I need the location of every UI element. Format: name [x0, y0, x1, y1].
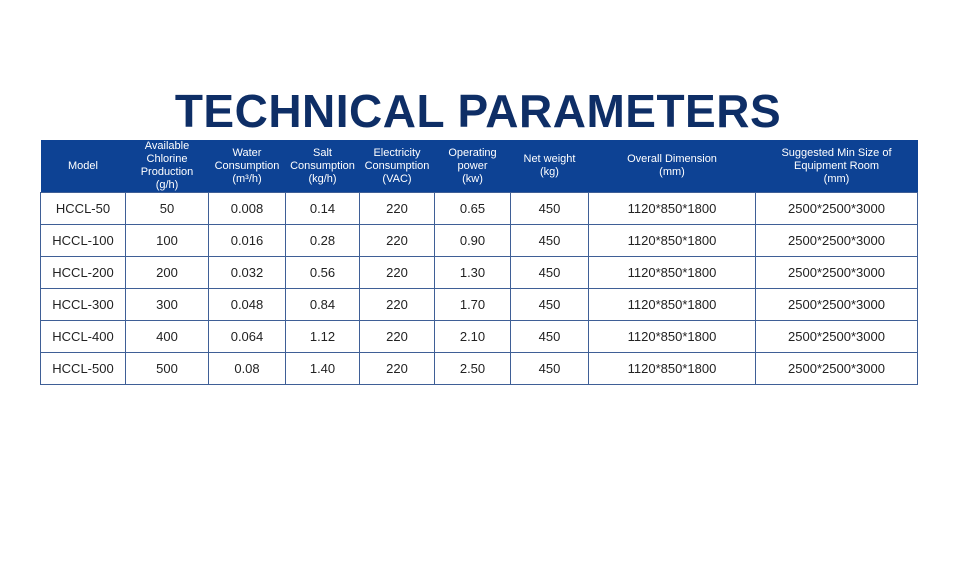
table-cell: 1.30: [435, 257, 511, 289]
table-cell: 450: [511, 289, 589, 321]
column-header: [126, 140, 209, 193]
column-header-line: Consumption: [364, 159, 430, 172]
table-row: [41, 257, 918, 289]
table-cell: 0.016: [209, 225, 286, 257]
column-header: [286, 140, 360, 193]
column-header-line: (mm): [823, 172, 850, 185]
table-cell: 2.50: [435, 353, 511, 385]
table-cell: 220: [360, 289, 435, 321]
table-cell: 0.14: [286, 193, 360, 225]
column-header-line: Equipment Room: [794, 159, 879, 172]
table-cell: 2500*2500*3000: [756, 289, 918, 321]
column-header-line: (m³/h): [232, 172, 262, 185]
column-header-line: Consumption: [290, 159, 355, 172]
column-header: [41, 140, 126, 193]
table-cell: 0.56: [286, 257, 360, 289]
model-cell: HCCL-500: [41, 353, 126, 385]
column-header-line: Model: [68, 159, 98, 172]
column-header-line: Operating: [448, 146, 497, 159]
model-cell: HCCL-300: [41, 289, 126, 321]
model-cell: HCCL-50: [41, 193, 126, 225]
table-cell: 0.90: [435, 225, 511, 257]
table-cell: 1120*850*1800: [589, 289, 756, 321]
column-header-line: (kg/h): [308, 172, 337, 185]
table-cell: 200: [126, 257, 209, 289]
column-header: [589, 140, 756, 193]
table-cell: 100: [126, 225, 209, 257]
table-cell: 1120*850*1800: [589, 225, 756, 257]
model-cell: HCCL-100: [41, 225, 126, 257]
column-header-line: Salt: [313, 146, 332, 159]
column-header-line: Net weight: [523, 153, 576, 165]
column-header: [360, 140, 435, 193]
table-cell: 2500*2500*3000: [756, 193, 918, 225]
table-body: [41, 193, 918, 385]
table-cell: 0.048: [209, 289, 286, 321]
table-cell: 1120*850*1800: [589, 193, 756, 225]
table-cell: 450: [511, 193, 589, 225]
table-row: [41, 193, 918, 225]
table-cell: 2500*2500*3000: [756, 257, 918, 289]
table-cell: 450: [511, 321, 589, 353]
table-row: [41, 353, 918, 385]
model-cell: HCCL-400: [41, 321, 126, 353]
model-cell: HCCL-200: [41, 257, 126, 289]
column-header-line: Production: [140, 166, 194, 178]
column-header-line: (kg): [540, 166, 559, 178]
technical-parameters-table: [40, 140, 918, 385]
table-row: [41, 289, 918, 321]
table-cell: 1.70: [435, 289, 511, 321]
table-cell: 0.65: [435, 193, 511, 225]
column-header-line: (g/h): [155, 179, 179, 191]
column-header-line: Available Chlorine: [144, 140, 190, 165]
table-cell: 1120*850*1800: [589, 353, 756, 385]
column-header-line: Overall Dimension: [627, 153, 717, 165]
table-cell: 450: [511, 225, 589, 257]
column-header-line: power: [457, 159, 488, 172]
table-cell: 50: [126, 193, 209, 225]
table-cell: 0.008: [209, 193, 286, 225]
table-header-row: [41, 140, 918, 193]
table-cell: 400: [126, 321, 209, 353]
column-header: [209, 140, 286, 193]
table-cell: 450: [511, 353, 589, 385]
table-cell: 1120*850*1800: [589, 321, 756, 353]
table-cell: 2500*2500*3000: [756, 353, 918, 385]
column-header: [756, 140, 918, 193]
column-header-line: (kw): [462, 172, 483, 185]
table-cell: 0.84: [286, 289, 360, 321]
table-cell: 220: [360, 353, 435, 385]
table-cell: 2.10: [435, 321, 511, 353]
column-header: [435, 140, 511, 193]
table-cell: 1120*850*1800: [589, 257, 756, 289]
table-cell: 2500*2500*3000: [756, 321, 918, 353]
table-cell: 0.28: [286, 225, 360, 257]
column-header-line: (VAC): [382, 172, 412, 185]
table-row: [41, 225, 918, 257]
table-cell: 0.08: [209, 353, 286, 385]
table-cell: 220: [360, 193, 435, 225]
table-cell: 1.12: [286, 321, 360, 353]
table-cell: 1.40: [286, 353, 360, 385]
column-header-line: Suggested Min Size of: [781, 146, 892, 159]
table-cell: 220: [360, 321, 435, 353]
column-header: [511, 140, 589, 193]
page-title: TECHNICAL PARAMETERS: [174, 84, 782, 137]
column-header-line: (mm): [659, 166, 685, 178]
table-cell: 220: [360, 257, 435, 289]
column-header-line: Water: [232, 146, 262, 159]
table-cell: 2500*2500*3000: [756, 225, 918, 257]
table-cell: 0.064: [209, 321, 286, 353]
table-cell: 300: [126, 289, 209, 321]
column-header-line: Electricity: [373, 146, 421, 159]
table-cell: 450: [511, 257, 589, 289]
table-cell: 500: [126, 353, 209, 385]
column-header-line: Consumption: [214, 159, 280, 172]
table-cell: 220: [360, 225, 435, 257]
table-cell: 0.032: [209, 257, 286, 289]
table-row: [41, 321, 918, 353]
